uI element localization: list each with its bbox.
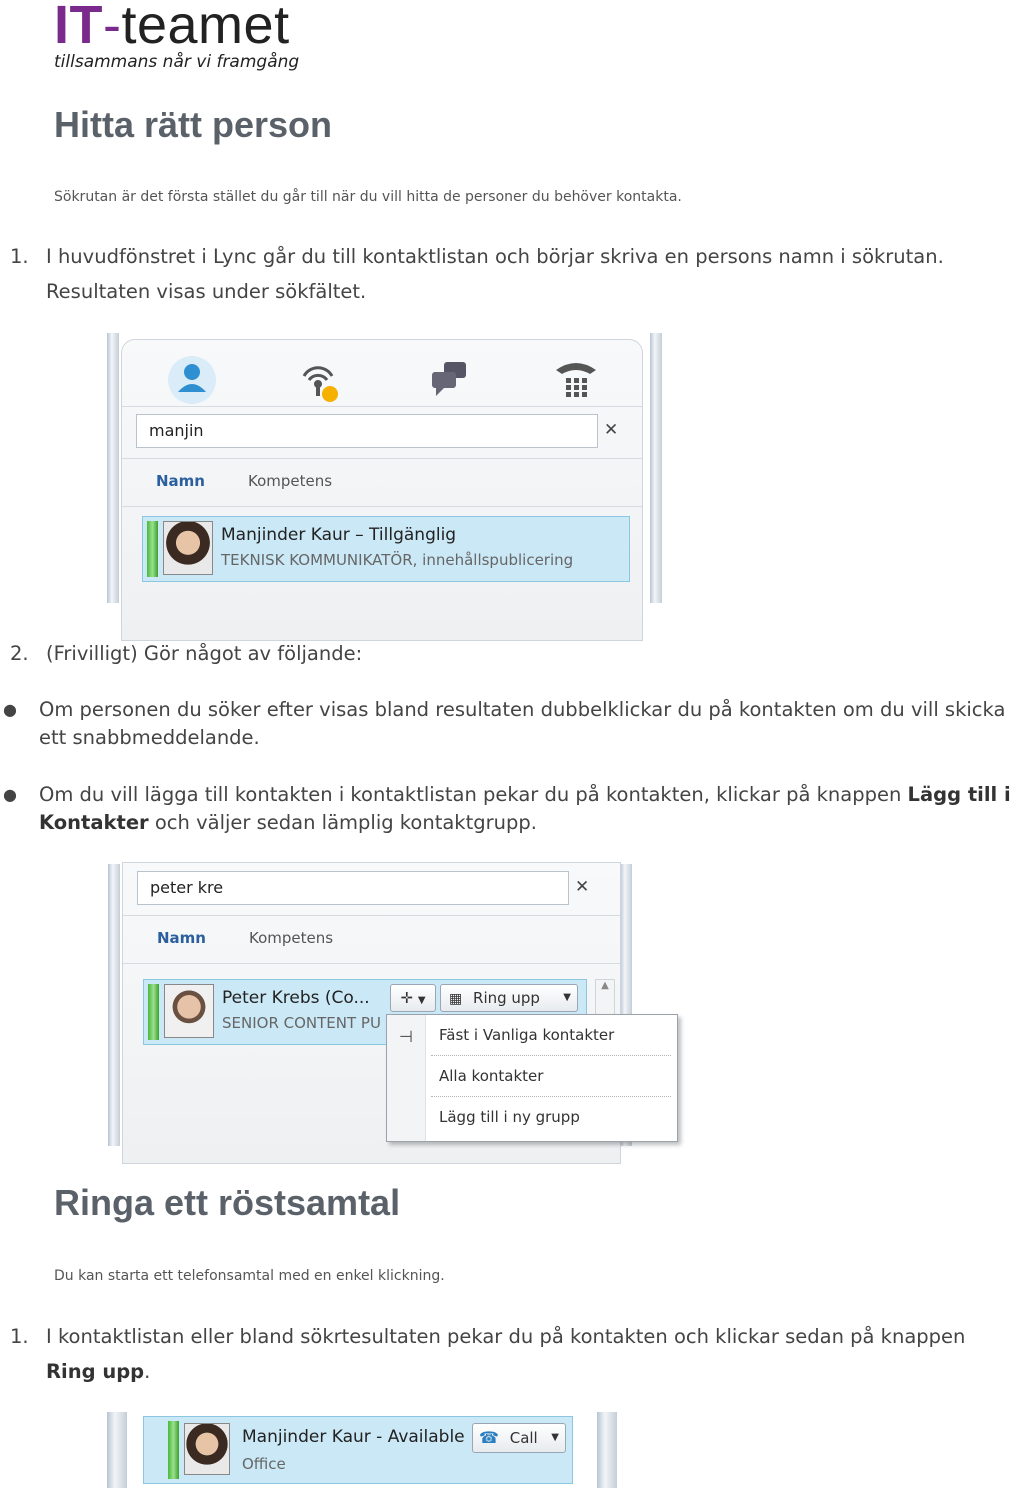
- menu-separator: [431, 1096, 671, 1097]
- menu-separator: [431, 1055, 671, 1056]
- status-icon[interactable]: [294, 354, 346, 404]
- call-button[interactable]: [472, 1423, 566, 1453]
- bullet-bold-text: Kontakter: [39, 811, 149, 834]
- logo-teamet: teamet: [121, 0, 290, 55]
- contact-result-card[interactable]: [143, 1416, 573, 1484]
- clear-search-icon[interactable]: ✕: [604, 420, 619, 440]
- menu-item-pin-favorites[interactable]: Fäst i Vanliga kontakter: [439, 1026, 615, 1044]
- avatar: [164, 984, 214, 1038]
- step-number: 1.: [10, 245, 29, 268]
- bullet-text: Om du vill lägga till kontakten i kontaktlistan pekar du på kontakten, klickar på knappen: [39, 783, 908, 806]
- avatar: [184, 1423, 230, 1475]
- bullet-icon: ●: [3, 785, 17, 804]
- step-number: 1.: [10, 1325, 29, 1348]
- bullet-item: [3, 781, 1011, 837]
- chevron-down-icon: ▼: [417, 995, 426, 1006]
- conversations-icon[interactable]: [426, 356, 476, 402]
- bullet-item: [3, 696, 1006, 752]
- step-text-line: I kontaktlistan eller bland sökrtesultaten pekar du på kontakten och klickar sedan på knappen: [46, 1325, 966, 1348]
- lync-main-window: [121, 339, 643, 641]
- call-button-label: Ring upp: [473, 989, 540, 1007]
- step-text: .: [144, 1360, 151, 1383]
- logo-tagline: tillsammans når vi framgång: [54, 52, 300, 72]
- presence-indicator: [147, 521, 158, 577]
- add-to-group-menu: [386, 1014, 678, 1142]
- contact-name: Manjinder Kaur – Tillgänglig: [221, 525, 457, 545]
- window-edge: [107, 1412, 127, 1488]
- logo: [54, 0, 299, 72]
- screenshot-contact-search: [107, 333, 662, 603]
- section-heading-call: Ringa ett röstsamtal: [54, 1182, 401, 1223]
- bullet-text: och väljer sedan lämplig kontaktgrupp.: [148, 811, 537, 834]
- chevron-down-icon: ▼: [563, 992, 571, 1003]
- window-edge: [650, 333, 662, 603]
- contact-name: Manjinder Kaur - Available: [242, 1427, 465, 1447]
- call-button[interactable]: [440, 984, 578, 1012]
- contact-result-card[interactable]: [142, 516, 630, 582]
- bullet-icon: ●: [3, 700, 17, 719]
- screenshot-call-contact: [107, 1412, 617, 1488]
- presence-indicator: [148, 984, 159, 1040]
- logo-it: IT: [54, 0, 103, 55]
- search-input[interactable]: peter kre: [137, 871, 569, 905]
- window-edge: [108, 864, 120, 1146]
- tab-skills[interactable]: Kompetens: [249, 929, 334, 947]
- step-text-line: Resultaten visas under sökfältet.: [46, 280, 367, 303]
- tab-name[interactable]: Namn: [157, 929, 206, 947]
- step-2: [10, 636, 362, 671]
- section-intro: Sökrutan är det första stället du går till när du vill hitta de personer du behöver kontakta.: [54, 189, 682, 205]
- screenshot-add-contact: [108, 864, 680, 1146]
- step-text-line: I huvudfönstret i Lync går du till kontaktlistan och börjar skriva en persons namn i sökrutan.: [46, 245, 944, 268]
- call-icon: ▦: [449, 991, 463, 1007]
- pin-icon: ⊣: [399, 1027, 413, 1046]
- call-button-label: Call: [509, 1429, 538, 1447]
- contact-title: SENIOR CONTENT PU: [222, 1014, 381, 1032]
- add-contact-icon: ✛: [400, 989, 414, 1007]
- window-edge: [597, 1412, 617, 1488]
- contact-title: TEKNISK KOMMUNIKATÖR, innehållspublicering: [221, 551, 574, 569]
- tab-name[interactable]: Namn: [156, 472, 205, 490]
- section-intro: Du kan starta ett telefonsamtal med en enkel klickning.: [54, 1268, 445, 1284]
- step-1: [10, 239, 950, 309]
- menu-item-all-contacts[interactable]: Alla kontakter: [439, 1067, 544, 1085]
- step-text-line: (Frivilligt) Gör något av följande:: [46, 642, 363, 665]
- logo-dash: -: [103, 0, 122, 55]
- scroll-up-icon[interactable]: ▲: [601, 980, 609, 991]
- chevron-down-icon: ▼: [551, 1432, 559, 1443]
- menu-item-new-group[interactable]: Lägg till i ny grupp: [439, 1108, 580, 1126]
- avatar: [163, 521, 213, 575]
- bullet-text-line: Om personen du söker efter visas bland resultaten dubbelklickar du på kontakten om du vill skicka: [39, 698, 1006, 721]
- presence-indicator: [168, 1421, 179, 1479]
- tab-skills[interactable]: Kompetens: [248, 472, 333, 490]
- step-number: 2.: [10, 642, 29, 665]
- call-icon: ☎: [479, 1428, 499, 1447]
- phone-icon[interactable]: [550, 354, 602, 402]
- contacts-icon[interactable]: [166, 354, 218, 404]
- bullet-bold-text: Lägg till i: [907, 783, 1011, 806]
- bullet-text-line: ett snabbmeddelande.: [39, 726, 260, 749]
- step-bold-text: Ring upp: [46, 1360, 145, 1383]
- search-input[interactable]: manjin: [136, 414, 598, 448]
- clear-search-icon[interactable]: ✕: [575, 877, 590, 897]
- add-contact-button[interactable]: [390, 984, 436, 1012]
- section-heading-find-person: Hitta rätt person: [54, 104, 333, 145]
- contact-subtitle: Office: [242, 1455, 286, 1473]
- contact-name: Peter Krebs (Co...: [222, 988, 370, 1008]
- step-1: [10, 1319, 966, 1389]
- window-edge: [107, 333, 119, 603]
